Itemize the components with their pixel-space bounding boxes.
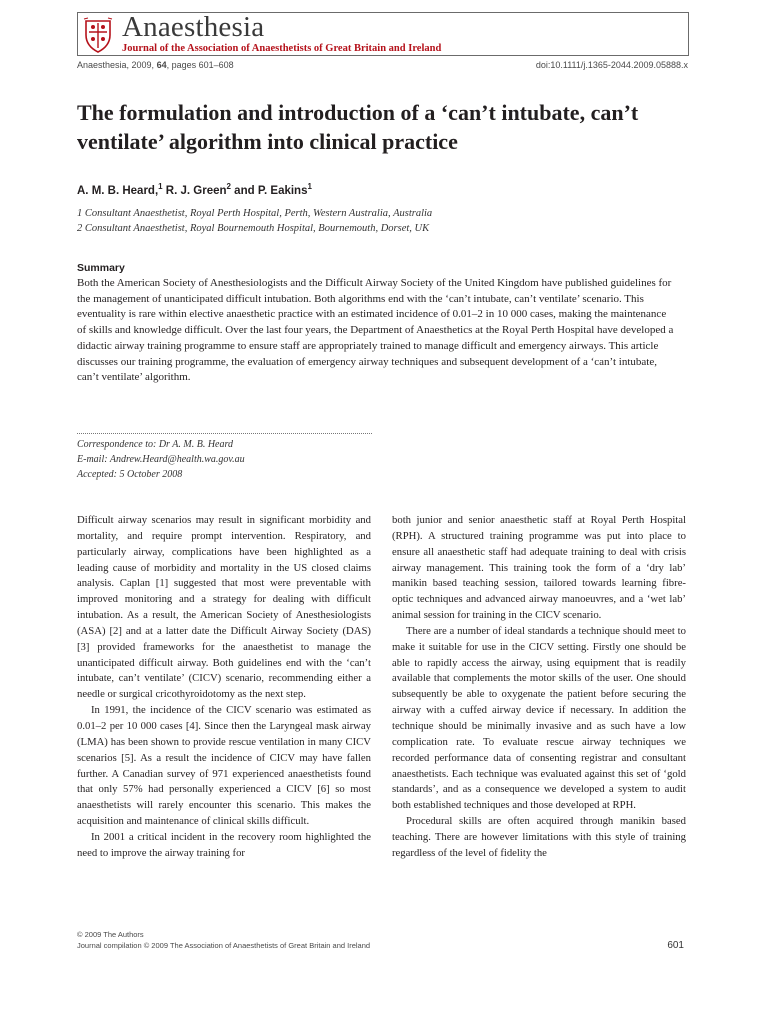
- body-paragraph: In 1991, the incidence of the CICV scenario was estimated as 0.01–2 per 10 000 cases [4]. Since then the Laryngeal mask airway (LMA) has been shown to provide rescue ventilation in many CICV scenarios [5]. As a result the incidence of CICV may have fallen further. A Canadian survey of 971 experienced anaesthetists found that only 57% had personally experienced a CICV [6] so most anaesthetists will rarely encounter this scenario. This makes the acquisition and maintenance of clinical skills difficult.: [77, 704, 371, 828]
- affiliation-2: 2 Consultant Anaesthetist, Royal Bournemouth Hospital, Bournemouth, Dorset, UK: [77, 223, 430, 234]
- journal-name: Anaesthesia: [122, 11, 265, 43]
- author-name: R. J. Green: [162, 184, 227, 197]
- author-list: [77, 182, 312, 197]
- copyright-line: © 2009 The Authors: [77, 930, 144, 939]
- summary-heading: Summary: [77, 262, 125, 274]
- accepted-date: Accepted: 5 October 2008: [77, 469, 183, 480]
- association-crest-icon: [82, 17, 114, 53]
- divider: [77, 433, 372, 434]
- body-paragraph: both junior and senior anaesthetic staff at Royal Perth Hospital (RPH). A structured training programme was put into place to ensure all anaesthetic staff had adequate training to deal with crisis airway management. This training took the form of a ‘dry lab’ manikin based teaching session, tailored towards learning fibre-optic techniques and advanced airway manoeuvres, and a ‘wet lab’ animal session for training in the CICV scenario.: [392, 514, 686, 622]
- citation-line: [77, 60, 234, 70]
- page-number: 601: [667, 940, 684, 951]
- body-column-right: [392, 513, 686, 862]
- author-name: A. M. B. Heard,: [77, 184, 159, 197]
- body-paragraph: Difficult airway scenarios may result in significant morbidity and mortality, and require prompt intervention. Respiratory, and particularly airway, complications have been highlighted as a leading cause of morbidity and mortality in the US closed claims analysis. Caplan [1] suggested that most were preventable with improved monitoring and a strategy for dealing with difficult intubation. As a result, the American Society of Anesthesiologists (ASA) [2] and at a latter date the Difficult Airway Society (DAS) [3] provided frameworks for the anaesthetist to manage the unanticipated difficult airway. Both guidelines end with the ‘can’t intubate, can’t ventilate’ (CICV) scenario, recommending either a needle or surgical cricothyroidotomy as the next step.: [77, 514, 371, 701]
- correspondence-email[interactable]: E-mail: Andrew.Heard@health.wa.gov.au: [77, 454, 245, 465]
- journal-masthead: [77, 12, 689, 56]
- author-name: and P. Eakins: [230, 184, 308, 197]
- correspondence-line: Correspondence to: Dr A. M. B. Heard: [77, 439, 233, 450]
- citation-pages: , pages 601–608: [166, 60, 234, 70]
- author-affiliation-mark: 2: [226, 182, 231, 191]
- article-title: The formulation and introduction of a ‘can’t intubate, can’t ventilate’ algorithm into clinical practice: [77, 100, 639, 154]
- author-affiliation-mark: 1: [158, 182, 163, 191]
- body-paragraph: In 2001 a critical incident in the recovery room highlighted the need to improve the airway training for: [77, 830, 371, 859]
- body-paragraph: There are a number of ideal standards a technique should meet to make it suitable for use in the CICV setting. Firstly one should be able to rapidly access the airway, using equipment that is readily available that complements the motor skills of the user. One should subsequently be able to oxygenate the patient before securing the airway with a cuffed airway device if necessary. In addition the technique should be minimally invasive and as such have a low complication rate. To evaluate rescue airway techniques we recorded performance data of consenting registrar and consultant anaesthetists. Each technique was evaluated against this set of ‘gold standards’, and as a consequence we developed a system to audit both established techniques and those developed at RPH.: [392, 624, 686, 812]
- journal-subtitle: Journal of the Association of Anaesthetists of Great Britain and Ireland: [122, 43, 442, 54]
- citation-volume: 64: [156, 60, 167, 70]
- citation-prefix: Anaesthesia, 2009,: [77, 60, 157, 70]
- author-affiliation-mark: 1: [307, 182, 312, 191]
- doi-link[interactable]: doi:10.1111/j.1365-2044.2009.05888.x: [535, 60, 688, 70]
- affiliation-1: 1 Consultant Anaesthetist, Royal Perth Hospital, Perth, Western Australia, Australia: [77, 208, 433, 219]
- body-paragraph: Procedural skills are often acquired through manikin based teaching. There are however limitations with this style of training regardless of the level of fidelity the: [392, 815, 686, 859]
- body-column-left: [77, 513, 371, 862]
- copyright-compilation: Journal compilation © 2009 The Association of Anaesthetists of Great Britain and Ireland: [77, 941, 371, 950]
- summary-text: Both the American Society of Anesthesiologists and the Difficult Airway Society of the United Kingdom have published guidelines for the management of unanticipated difficult intubation. Both algorithms end with the ‘can’t intubate, can’t ventilate’ scenario. This eventuality is rare within elective anaesthetic practice with an estimated incidence of 0.01–2 in 10 000 cases, making the maintenance of skills and knowledge difficult. Over the last four years, the Department of Anaesthetics at the Royal Perth Hospital have developed a didactic airway training programme to ensure staff are appropriately trained to manage difficult and emergency airways. This article discusses our training programme, the evaluation of emergency airway techniques and subsequent development of a ‘can’t intubate, can’t ventilate’ algorithm.: [77, 277, 674, 384]
